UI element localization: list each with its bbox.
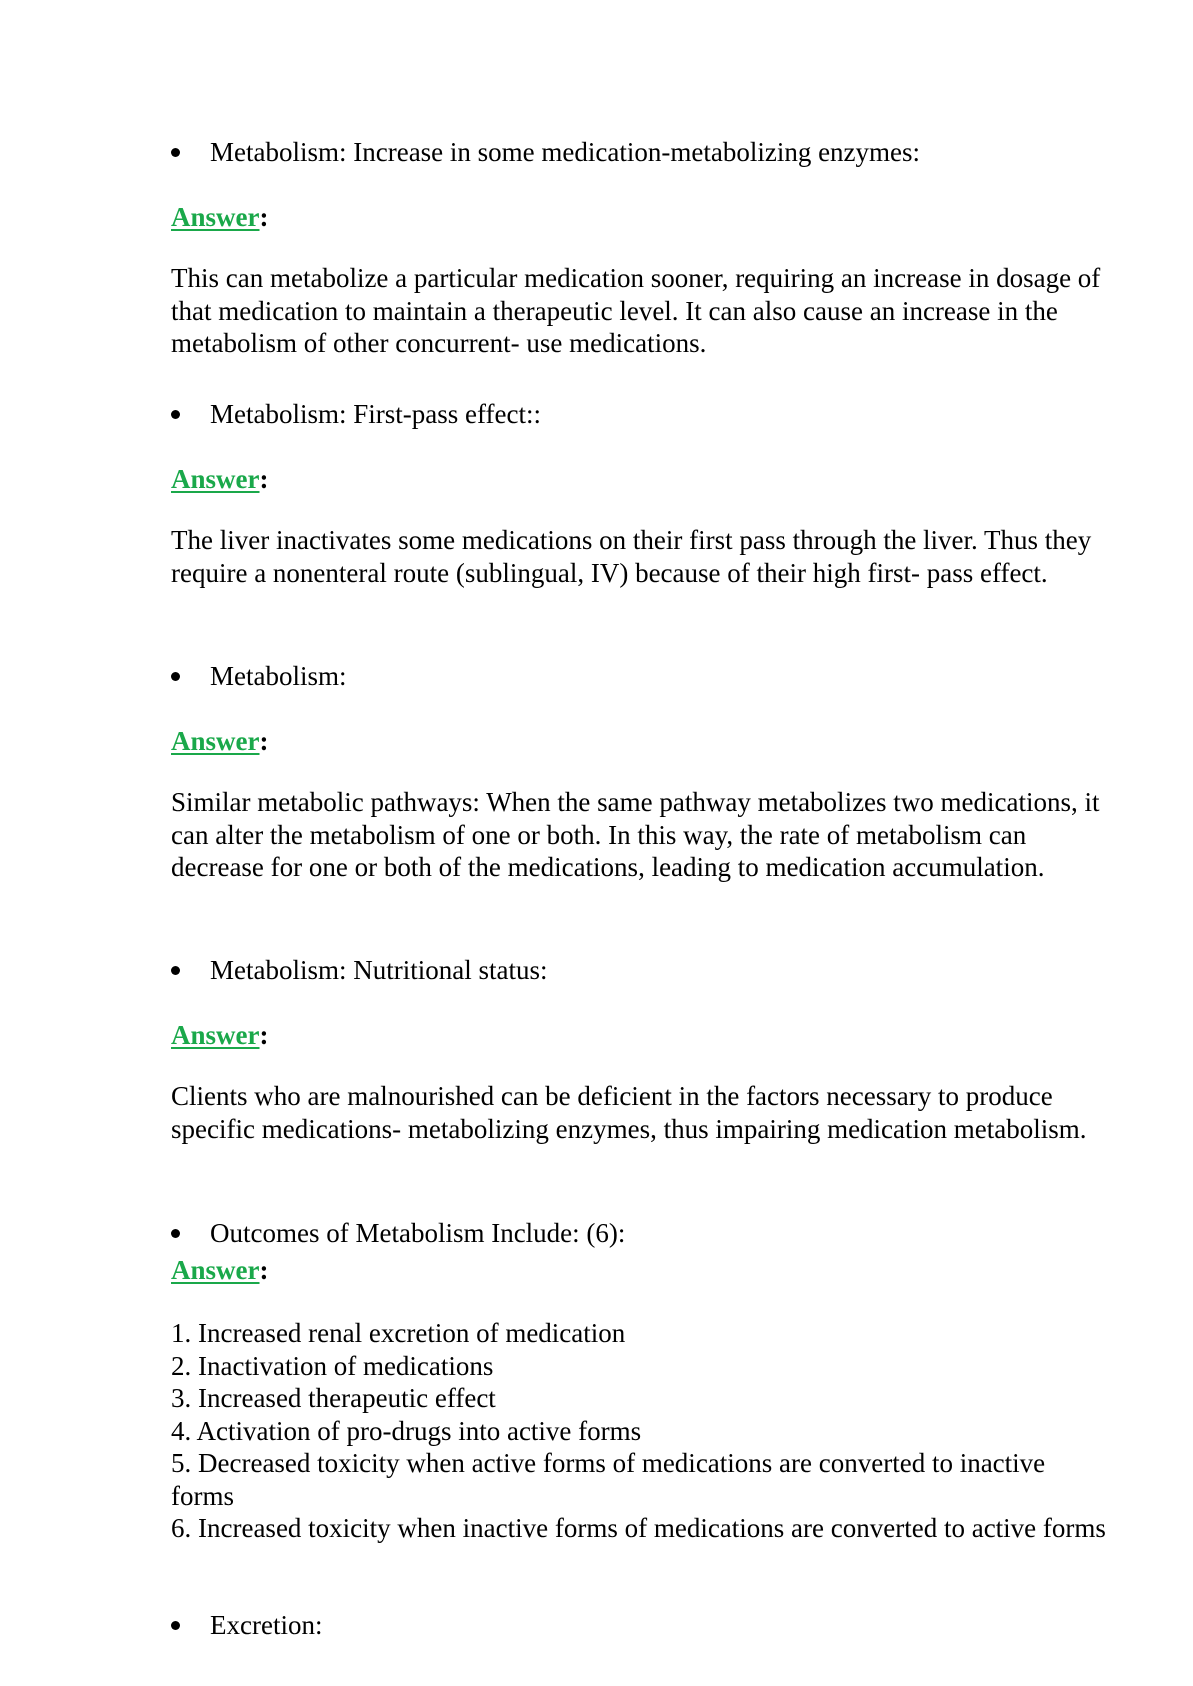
answer-paragraph: The liver inactivates some medications on their first pass through the liver. Thus they require a nonenteral route (sublingual, IV) because of their high first- pass effect. (171, 525, 1092, 588)
answer-colon: : (259, 202, 269, 232)
answer-colon: : (259, 1020, 269, 1050)
bullet-dot-icon (171, 1229, 180, 1238)
bullet-text: Excretion: (210, 1610, 323, 1640)
answer-heading (171, 1254, 269, 1286)
list-item: 1. Increased renal excretion of medication (171, 1318, 626, 1348)
bullet-item (171, 1609, 322, 1641)
answer-colon: : (259, 726, 269, 756)
answer-label: Answer (171, 202, 260, 232)
answer-label: Answer (171, 726, 260, 756)
bullet-item (171, 954, 547, 986)
list-item: 6. Increased toxicity when inactive forms of medications are converted to active forms (171, 1513, 1106, 1543)
bullet-text: Metabolism: First-pass effect:: (210, 399, 541, 429)
list-item: 3. Increased therapeutic effect (171, 1383, 496, 1413)
answer-paragraph: This can metabolize a particular medication sooner, requiring an increase in dosage of that medication to maintain a therapeutic level. It can also cause an increase in the metabolism of other concurrent- use medications. (171, 263, 1101, 358)
bullet-dot-icon (171, 148, 180, 157)
bullet-dot-icon (171, 1621, 180, 1630)
answer-heading (171, 201, 269, 233)
answer-heading (171, 463, 269, 495)
list-item: 2. Inactivation of medications (171, 1350, 494, 1381)
bullet-item (171, 1217, 625, 1249)
answer-label: Answer (171, 1020, 260, 1050)
answer-label: Answer (171, 1255, 260, 1285)
bullet-text: Outcomes of Metabolism Include: (6): (210, 1218, 626, 1248)
answer-paragraph: Clients who are malnourished can be deficient in the factors necessary to produce specific medications- metabolizing enzymes, thus impairing medication metabolism. (171, 1081, 1087, 1144)
answer-heading (171, 1019, 269, 1051)
bullet-text: Metabolism: (210, 661, 347, 691)
outcomes-list (171, 1317, 1111, 1545)
bullet-item (171, 398, 541, 430)
answer-colon: : (259, 1255, 269, 1285)
answer-heading (171, 725, 269, 757)
answer-colon: : (259, 464, 269, 494)
bullet-dot-icon (171, 672, 180, 681)
bullet-text: Metabolism: Increase in some medication-metabolizing enzymes: (210, 137, 921, 167)
answer-paragraph: Similar metabolic pathways: When the same pathway metabolizes two medications, it can alter the metabolism of one or both. In this way, the rate of metabolism can decrease for one or both of the medications, leading to medication accumulation. (171, 787, 1100, 882)
bullet-text: Metabolism: Nutritional status: (210, 955, 548, 985)
bullet-dot-icon (171, 410, 180, 419)
list-item: 4. Activation of pro-drugs into active forms (171, 1415, 642, 1446)
bullet-item (171, 136, 920, 168)
list-item: 5. Decreased toxicity when active forms of medications are converted to inactive forms (171, 1448, 1046, 1511)
answer-label: Answer (171, 464, 260, 494)
bullet-dot-icon (171, 966, 180, 975)
bullet-item (171, 660, 347, 692)
